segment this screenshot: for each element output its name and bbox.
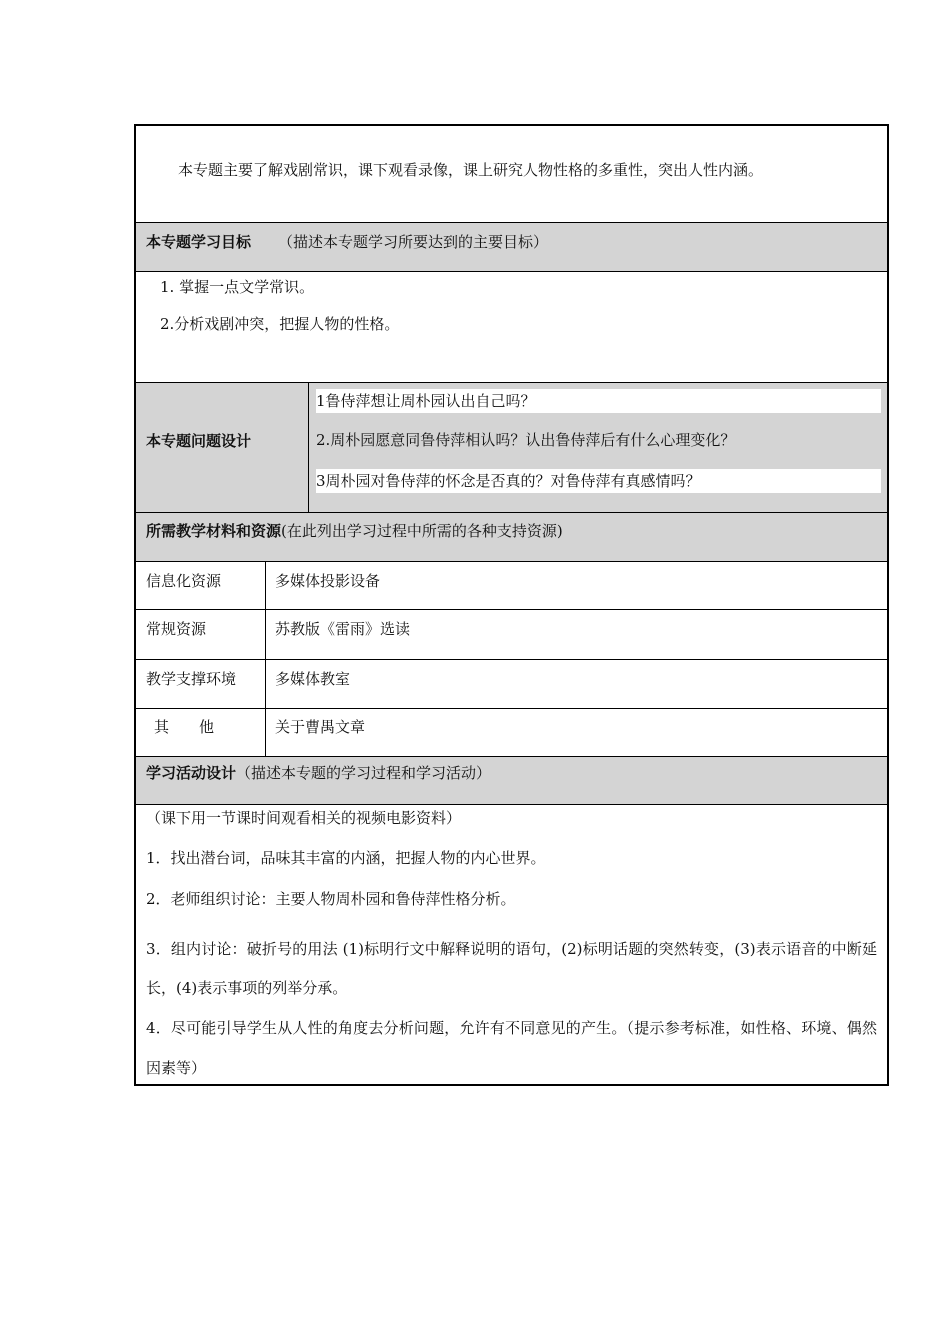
resource-value: 多媒体投影设备 [275, 572, 381, 590]
activities-pre: （课下用一节课时间观看相关的视频电影资料） [146, 809, 462, 827]
activity-item: 2．老师组织讨论：主要人物周朴园和鲁侍萍性格分析。 [146, 890, 516, 908]
intro-text: 本专题主要了解戏剧常识，课下观看录像，课上研究人物性格的多重性，突出人性内涵。 [178, 161, 764, 179]
question-item: 1鲁侍萍想让周朴园认出自己吗？ [316, 392, 536, 410]
questions-title: 本专题问题设计 [146, 432, 252, 450]
goal-item: 2.分析戏剧冲突，把握人物的性格。 [160, 315, 400, 333]
activity-item: 4．尽可能引导学生从人性的角度去分析问题，允许有不同意见的产生。（提示参考标准，如性格、环境、偶然因素等） [146, 1019, 877, 1077]
resource-row [136, 610, 887, 659]
activity-item: 1．找出潜台词，品味其丰富的内涵，把握人物的内心世界。 [146, 849, 546, 867]
activities-title: 学习活动设计 [146, 764, 237, 782]
goals-hint: （描述本专题学习所要达到的主要目标） [278, 233, 549, 251]
lesson-plan-table [134, 124, 889, 1086]
resources-header [136, 513, 887, 561]
resource-label: 其 他 [154, 718, 215, 736]
activities-header [136, 757, 887, 804]
resource-value: 多媒体教室 [275, 670, 351, 688]
goals-header [136, 223, 887, 271]
resource-row [136, 660, 887, 708]
resource-label: 教学支撑环境 [146, 670, 237, 688]
resource-label: 常规资源 [146, 620, 207, 638]
resource-value: 关于曹禺文章 [275, 718, 366, 736]
resources-title: 所需教学材料和资源 [146, 522, 282, 540]
resources-hint: (在此列出学习过程中所需的各种支持资源) [281, 522, 563, 540]
questions-section [136, 383, 887, 512]
resource-row [136, 562, 887, 609]
activity-item: 3．组内讨论：破折号的用法 (1)标明行文中解释说明的语句，(2)标明话题的突然转变，(3)表示语音的中断延长，(4)表示事项的列举分承。 [146, 940, 877, 997]
resource-row [136, 709, 887, 756]
goals-title: 本专题学习目标 [146, 233, 252, 251]
goal-item: 1. 掌握一点文学常识。 [160, 278, 315, 296]
resource-value: 苏教版《雷雨》选读 [275, 620, 411, 638]
activities-hint: （描述本专题的学习过程和学习活动） [236, 764, 492, 782]
resource-label: 信息化资源 [146, 572, 222, 590]
question-item: 3周朴园对鲁侍萍的怀念是否真的？对鲁侍萍有真感情吗？ [316, 472, 701, 490]
question-item: 2.周朴园愿意同鲁侍萍相认吗？认出鲁侍萍后有什么心理变化？ [316, 431, 736, 449]
